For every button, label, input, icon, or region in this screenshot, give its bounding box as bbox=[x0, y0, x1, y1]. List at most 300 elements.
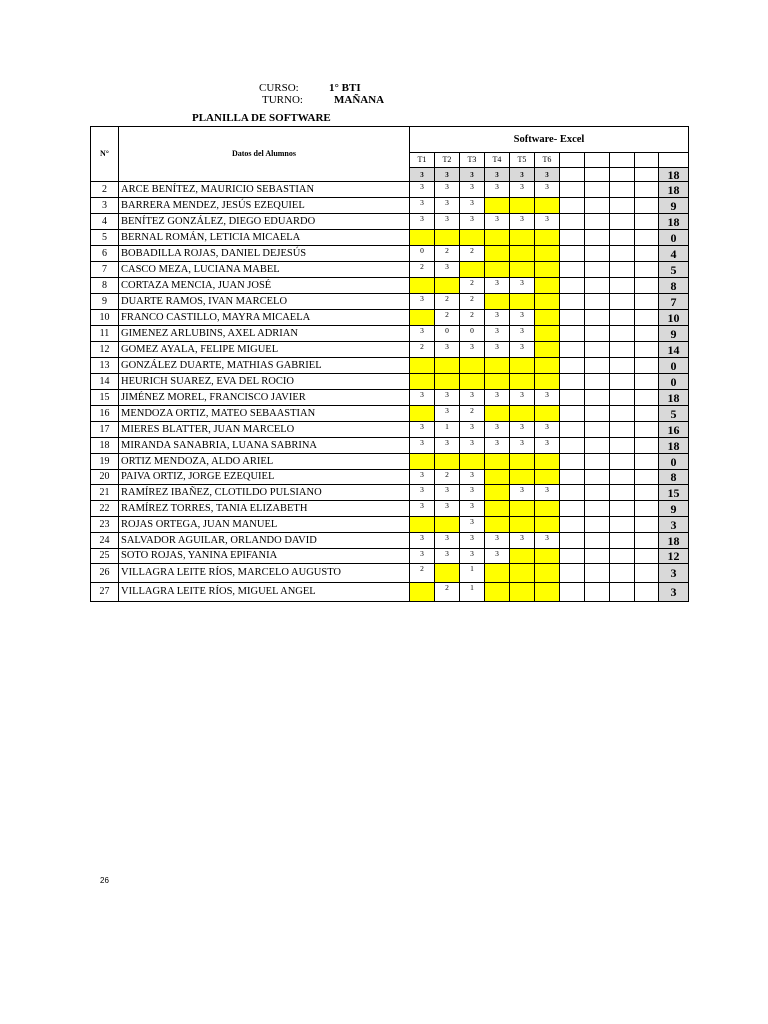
student-number: 3 bbox=[91, 198, 119, 214]
student-total: 9 bbox=[659, 326, 689, 342]
task-score bbox=[535, 230, 560, 246]
blank-cell bbox=[610, 182, 635, 198]
task-header: T3 bbox=[460, 153, 485, 168]
student-row bbox=[91, 326, 689, 342]
student-number: 16 bbox=[91, 406, 119, 422]
student-name: HEURICH SUAREZ, EVA DEL ROCIO bbox=[119, 374, 410, 390]
blank-cell bbox=[560, 517, 585, 533]
student-name: SOTO ROJAS, YANINA EPIFANIA bbox=[119, 549, 410, 564]
task-score bbox=[535, 326, 560, 342]
task-score: 3 bbox=[435, 406, 460, 422]
page-number: 26 bbox=[100, 876, 109, 885]
blank-cell bbox=[610, 583, 635, 602]
blank-cell bbox=[560, 342, 585, 358]
task-score: 3 bbox=[435, 549, 460, 564]
task-score bbox=[410, 517, 435, 533]
task-score bbox=[510, 374, 535, 390]
col-header-name: Datos del Alumnos bbox=[119, 127, 410, 182]
blank-cell bbox=[560, 262, 585, 278]
blank-cell bbox=[635, 438, 659, 454]
task-score: 2 bbox=[460, 246, 485, 262]
student-name: CORTAZA MENCIA, JUAN JOSÉ bbox=[119, 278, 410, 294]
student-total: 0 bbox=[659, 374, 689, 390]
student-number: 15 bbox=[91, 390, 119, 406]
student-row bbox=[91, 310, 689, 326]
task-score: 3 bbox=[410, 470, 435, 485]
task-score: 2 bbox=[435, 310, 460, 326]
task-score: 3 bbox=[510, 422, 535, 438]
blank-cell bbox=[610, 406, 635, 422]
task-score bbox=[435, 278, 460, 294]
blank-cell bbox=[560, 438, 585, 454]
student-number: 2 bbox=[91, 182, 119, 198]
student-row bbox=[91, 485, 689, 501]
task-header: T6 bbox=[535, 153, 560, 168]
blank-cell bbox=[610, 517, 635, 533]
task-score bbox=[410, 310, 435, 326]
student-number: 4 bbox=[91, 214, 119, 230]
student-row bbox=[91, 358, 689, 374]
student-name: MENDOZA ORTIZ, MATEO SEBAASTIAN bbox=[119, 406, 410, 422]
task-score bbox=[435, 517, 460, 533]
task-score bbox=[460, 374, 485, 390]
task-score bbox=[510, 501, 535, 517]
task-score: 3 bbox=[410, 533, 435, 549]
task-score bbox=[510, 454, 535, 470]
task-score bbox=[410, 358, 435, 374]
curso-value: 1° BTI bbox=[329, 82, 361, 94]
blank-cell bbox=[560, 358, 585, 374]
task-score bbox=[435, 230, 460, 246]
blank-cell bbox=[610, 485, 635, 501]
task-score: 2 bbox=[435, 583, 460, 602]
student-number: 8 bbox=[91, 278, 119, 294]
student-name: BERNAL ROMÁN, LETICIA MICAELA bbox=[119, 230, 410, 246]
student-name: RAMÍREZ IBAÑEZ, CLOTILDO PULSIANO bbox=[119, 485, 410, 501]
task-score bbox=[535, 358, 560, 374]
blank-cell bbox=[610, 230, 635, 246]
student-row bbox=[91, 262, 689, 278]
student-number: 27 bbox=[91, 583, 119, 602]
task-score: 3 bbox=[410, 390, 435, 406]
task-score bbox=[535, 470, 560, 485]
max-score: 3 bbox=[485, 168, 510, 182]
task-score: 3 bbox=[485, 390, 510, 406]
student-total: 9 bbox=[659, 198, 689, 214]
blank-cell bbox=[610, 533, 635, 549]
blank-cell bbox=[635, 310, 659, 326]
student-row bbox=[91, 517, 689, 533]
student-row bbox=[91, 564, 689, 583]
blank-cell bbox=[635, 214, 659, 230]
task-score: 3 bbox=[410, 485, 435, 501]
student-total: 8 bbox=[659, 470, 689, 485]
task-score: 3 bbox=[460, 214, 485, 230]
student-row bbox=[91, 438, 689, 454]
curso-line bbox=[259, 82, 459, 94]
student-number: 12 bbox=[91, 342, 119, 358]
student-total: 3 bbox=[659, 564, 689, 583]
student-total: 18 bbox=[659, 182, 689, 198]
student-row bbox=[91, 533, 689, 549]
task-score bbox=[535, 583, 560, 602]
task-score bbox=[510, 294, 535, 310]
task-score bbox=[485, 454, 510, 470]
task-score: 3 bbox=[510, 533, 535, 549]
student-name: SALVADOR AGUILAR, ORLANDO DAVID bbox=[119, 533, 410, 549]
blank-cell bbox=[635, 374, 659, 390]
student-name: JIMÉNEZ MOREL, FRANCISCO JAVIER bbox=[119, 390, 410, 406]
task-score bbox=[485, 406, 510, 422]
task-score bbox=[510, 549, 535, 564]
student-total: 5 bbox=[659, 262, 689, 278]
student-name: PAIVA ORTIZ, JORGE EZEQUIEL bbox=[119, 470, 410, 485]
task-score bbox=[535, 198, 560, 214]
max-score: 3 bbox=[535, 168, 560, 182]
student-row bbox=[91, 246, 689, 262]
task-score: 3 bbox=[510, 438, 535, 454]
student-number: 26 bbox=[91, 564, 119, 583]
grades-body bbox=[91, 127, 689, 602]
student-total: 16 bbox=[659, 422, 689, 438]
task-score bbox=[435, 374, 460, 390]
task-score: 3 bbox=[460, 470, 485, 485]
task-score bbox=[485, 564, 510, 583]
blank-cell bbox=[585, 422, 610, 438]
task-score: 3 bbox=[510, 326, 535, 342]
blank-max bbox=[560, 168, 585, 182]
blank-cell bbox=[585, 278, 610, 294]
student-name: ORTIZ MENDOZA, ALDO ARIEL bbox=[119, 454, 410, 470]
blank-cell bbox=[560, 422, 585, 438]
blank-cell bbox=[585, 214, 610, 230]
blank-cell bbox=[560, 390, 585, 406]
blank-cell bbox=[610, 358, 635, 374]
blank-cell bbox=[560, 326, 585, 342]
student-total: 12 bbox=[659, 549, 689, 564]
student-total: 18 bbox=[659, 390, 689, 406]
student-row bbox=[91, 501, 689, 517]
task-score bbox=[485, 358, 510, 374]
task-score: 3 bbox=[460, 390, 485, 406]
task-score bbox=[460, 454, 485, 470]
blank-cell bbox=[560, 230, 585, 246]
student-name: MIRANDA SANABRIA, LUANA SABRINA bbox=[119, 438, 410, 454]
student-total: 8 bbox=[659, 278, 689, 294]
blank-cell bbox=[610, 438, 635, 454]
student-number: 11 bbox=[91, 326, 119, 342]
blank-cell bbox=[635, 326, 659, 342]
col-header-number: N° bbox=[91, 127, 119, 182]
blank-cell bbox=[635, 533, 659, 549]
task-score bbox=[485, 294, 510, 310]
task-score: 3 bbox=[410, 501, 435, 517]
task-header: T4 bbox=[485, 153, 510, 168]
student-number: 18 bbox=[91, 438, 119, 454]
student-number: 14 bbox=[91, 374, 119, 390]
blank-cell bbox=[585, 564, 610, 583]
task-score: 2 bbox=[435, 470, 460, 485]
student-row bbox=[91, 374, 689, 390]
page-title: PLANILLA DE SOFTWARE bbox=[192, 112, 331, 124]
blank-cell bbox=[560, 294, 585, 310]
blank-cell bbox=[635, 583, 659, 602]
student-name: MIERES BLATTER, JUAN MARCELO bbox=[119, 422, 410, 438]
task-score bbox=[510, 583, 535, 602]
task-score: 3 bbox=[510, 342, 535, 358]
task-header: T5 bbox=[510, 153, 535, 168]
task-score: 3 bbox=[435, 390, 460, 406]
max-score: 3 bbox=[435, 168, 460, 182]
task-score: 3 bbox=[435, 501, 460, 517]
task-score: 0 bbox=[410, 246, 435, 262]
blank-cell bbox=[560, 182, 585, 198]
student-total: 0 bbox=[659, 358, 689, 374]
blank-max bbox=[610, 168, 635, 182]
student-row bbox=[91, 549, 689, 564]
task-score: 3 bbox=[485, 310, 510, 326]
blank-cell bbox=[560, 533, 585, 549]
task-score bbox=[535, 374, 560, 390]
task-score: 3 bbox=[535, 422, 560, 438]
student-total: 3 bbox=[659, 583, 689, 602]
task-score: 1 bbox=[435, 422, 460, 438]
task-score: 3 bbox=[410, 422, 435, 438]
task-score: 3 bbox=[410, 198, 435, 214]
blank-cell bbox=[585, 262, 610, 278]
blank-cell bbox=[635, 517, 659, 533]
task-score: 1 bbox=[460, 583, 485, 602]
blank-cell bbox=[560, 501, 585, 517]
blank-cell bbox=[585, 198, 610, 214]
task-score bbox=[535, 406, 560, 422]
blank-cell bbox=[560, 564, 585, 583]
blank-cell bbox=[610, 564, 635, 583]
task-header: T1 bbox=[410, 153, 435, 168]
blank-cell bbox=[610, 246, 635, 262]
task-score bbox=[535, 246, 560, 262]
task-score bbox=[485, 374, 510, 390]
student-number: 9 bbox=[91, 294, 119, 310]
task-score: 3 bbox=[510, 390, 535, 406]
blank-cell bbox=[635, 549, 659, 564]
blank-cell bbox=[635, 501, 659, 517]
task-score bbox=[510, 358, 535, 374]
student-name: FRANCO CASTILLO, MAYRA MICAELA bbox=[119, 310, 410, 326]
task-score: 3 bbox=[485, 278, 510, 294]
task-score: 3 bbox=[460, 342, 485, 358]
student-number: 5 bbox=[91, 230, 119, 246]
section-title: Software- Excel bbox=[410, 127, 689, 153]
blank-cell bbox=[610, 422, 635, 438]
task-score bbox=[510, 198, 535, 214]
student-total: 18 bbox=[659, 438, 689, 454]
blank-cell bbox=[585, 358, 610, 374]
student-name: ARCE BENÍTEZ, MAURICIO SEBASTIAN bbox=[119, 182, 410, 198]
task-score: 3 bbox=[460, 198, 485, 214]
student-total: 9 bbox=[659, 501, 689, 517]
task-score bbox=[485, 262, 510, 278]
blank-cell bbox=[585, 310, 610, 326]
blank-header bbox=[610, 153, 635, 168]
student-total: 18 bbox=[659, 214, 689, 230]
student-row bbox=[91, 214, 689, 230]
task-score: 2 bbox=[410, 262, 435, 278]
blank-cell bbox=[560, 214, 585, 230]
student-row bbox=[91, 583, 689, 602]
max-score: 3 bbox=[510, 168, 535, 182]
task-score: 3 bbox=[410, 214, 435, 230]
task-score: 3 bbox=[435, 214, 460, 230]
task-score bbox=[435, 358, 460, 374]
task-score bbox=[485, 583, 510, 602]
task-score bbox=[535, 564, 560, 583]
student-name: GIMENEZ ARLUBINS, AXEL ADRIAN bbox=[119, 326, 410, 342]
blank-cell bbox=[585, 533, 610, 549]
task-score: 3 bbox=[535, 533, 560, 549]
task-score: 3 bbox=[435, 182, 460, 198]
task-score: 2 bbox=[460, 310, 485, 326]
student-total: 15 bbox=[659, 485, 689, 501]
turno-value: MAÑANA bbox=[334, 94, 385, 106]
blank-cell bbox=[560, 374, 585, 390]
student-number: 25 bbox=[91, 549, 119, 564]
blank-cell bbox=[635, 198, 659, 214]
blank-cell bbox=[585, 438, 610, 454]
task-score bbox=[460, 262, 485, 278]
blank-cell bbox=[635, 406, 659, 422]
student-total: 0 bbox=[659, 454, 689, 470]
blank-cell bbox=[585, 485, 610, 501]
task-score: 3 bbox=[510, 310, 535, 326]
total-header-spacer bbox=[659, 153, 689, 168]
blank-cell bbox=[585, 246, 610, 262]
task-score: 3 bbox=[510, 485, 535, 501]
student-name: GONZÁLEZ DUARTE, MATHIAS GABRIEL bbox=[119, 358, 410, 374]
task-score: 3 bbox=[410, 438, 435, 454]
blank-cell bbox=[635, 390, 659, 406]
blank-cell bbox=[585, 501, 610, 517]
task-score: 3 bbox=[435, 262, 460, 278]
task-score bbox=[510, 246, 535, 262]
student-number: 6 bbox=[91, 246, 119, 262]
task-score: 3 bbox=[510, 182, 535, 198]
blank-cell bbox=[560, 549, 585, 564]
student-total: 3 bbox=[659, 517, 689, 533]
task-score bbox=[410, 374, 435, 390]
task-score bbox=[535, 517, 560, 533]
blank-cell bbox=[635, 278, 659, 294]
task-score: 3 bbox=[460, 485, 485, 501]
task-score bbox=[510, 470, 535, 485]
task-score: 3 bbox=[460, 549, 485, 564]
student-number: 21 bbox=[91, 485, 119, 501]
blank-cell bbox=[635, 358, 659, 374]
blank-cell bbox=[560, 454, 585, 470]
student-total: 0 bbox=[659, 230, 689, 246]
task-score: 3 bbox=[485, 342, 510, 358]
task-score: 3 bbox=[485, 182, 510, 198]
task-score bbox=[485, 485, 510, 501]
task-score: 3 bbox=[410, 549, 435, 564]
student-row bbox=[91, 294, 689, 310]
task-score: 3 bbox=[460, 517, 485, 533]
task-score: 3 bbox=[535, 214, 560, 230]
student-name: BENÍTEZ GONZÁLEZ, DIEGO EDUARDO bbox=[119, 214, 410, 230]
turno-line bbox=[262, 94, 462, 106]
task-score: 3 bbox=[435, 533, 460, 549]
task-score: 0 bbox=[460, 326, 485, 342]
blank-cell bbox=[635, 342, 659, 358]
blank-cell bbox=[635, 262, 659, 278]
task-score bbox=[485, 246, 510, 262]
blank-cell bbox=[635, 422, 659, 438]
student-number: 23 bbox=[91, 517, 119, 533]
blank-cell bbox=[610, 342, 635, 358]
task-score: 3 bbox=[535, 390, 560, 406]
blank-cell bbox=[635, 564, 659, 583]
task-score: 3 bbox=[535, 485, 560, 501]
blank-cell bbox=[560, 485, 585, 501]
max-score: 3 bbox=[460, 168, 485, 182]
student-total: 4 bbox=[659, 246, 689, 262]
task-score bbox=[535, 454, 560, 470]
blank-cell bbox=[560, 406, 585, 422]
student-number: 19 bbox=[91, 454, 119, 470]
student-name: GOMEZ AYALA, FELIPE MIGUEL bbox=[119, 342, 410, 358]
blank-cell bbox=[635, 454, 659, 470]
blank-header bbox=[560, 153, 585, 168]
blank-cell bbox=[585, 470, 610, 485]
task-score bbox=[535, 294, 560, 310]
blank-max bbox=[585, 168, 610, 182]
blank-cell bbox=[635, 182, 659, 198]
curso-label: CURSO: bbox=[259, 82, 299, 94]
blank-cell bbox=[560, 310, 585, 326]
task-score: 3 bbox=[485, 326, 510, 342]
blank-cell bbox=[560, 470, 585, 485]
task-score bbox=[485, 470, 510, 485]
student-row bbox=[91, 198, 689, 214]
blank-cell bbox=[610, 310, 635, 326]
turno-label: TURNO: bbox=[262, 94, 303, 106]
task-score bbox=[460, 230, 485, 246]
blank-cell bbox=[585, 549, 610, 564]
student-number: 13 bbox=[91, 358, 119, 374]
student-total: 7 bbox=[659, 294, 689, 310]
task-score: 3 bbox=[435, 485, 460, 501]
task-score: 0 bbox=[435, 326, 460, 342]
task-score: 2 bbox=[410, 564, 435, 583]
student-row bbox=[91, 454, 689, 470]
blank-cell bbox=[585, 374, 610, 390]
task-score: 2 bbox=[410, 342, 435, 358]
task-score bbox=[410, 278, 435, 294]
student-number: 22 bbox=[91, 501, 119, 517]
task-score bbox=[485, 501, 510, 517]
task-score: 2 bbox=[460, 406, 485, 422]
task-score: 3 bbox=[460, 438, 485, 454]
blank-header bbox=[585, 153, 610, 168]
student-total: 5 bbox=[659, 406, 689, 422]
blank-cell bbox=[585, 326, 610, 342]
blank-cell bbox=[610, 390, 635, 406]
task-score bbox=[535, 549, 560, 564]
task-score bbox=[435, 454, 460, 470]
task-score bbox=[510, 564, 535, 583]
blank-cell bbox=[635, 294, 659, 310]
blank-cell bbox=[610, 262, 635, 278]
